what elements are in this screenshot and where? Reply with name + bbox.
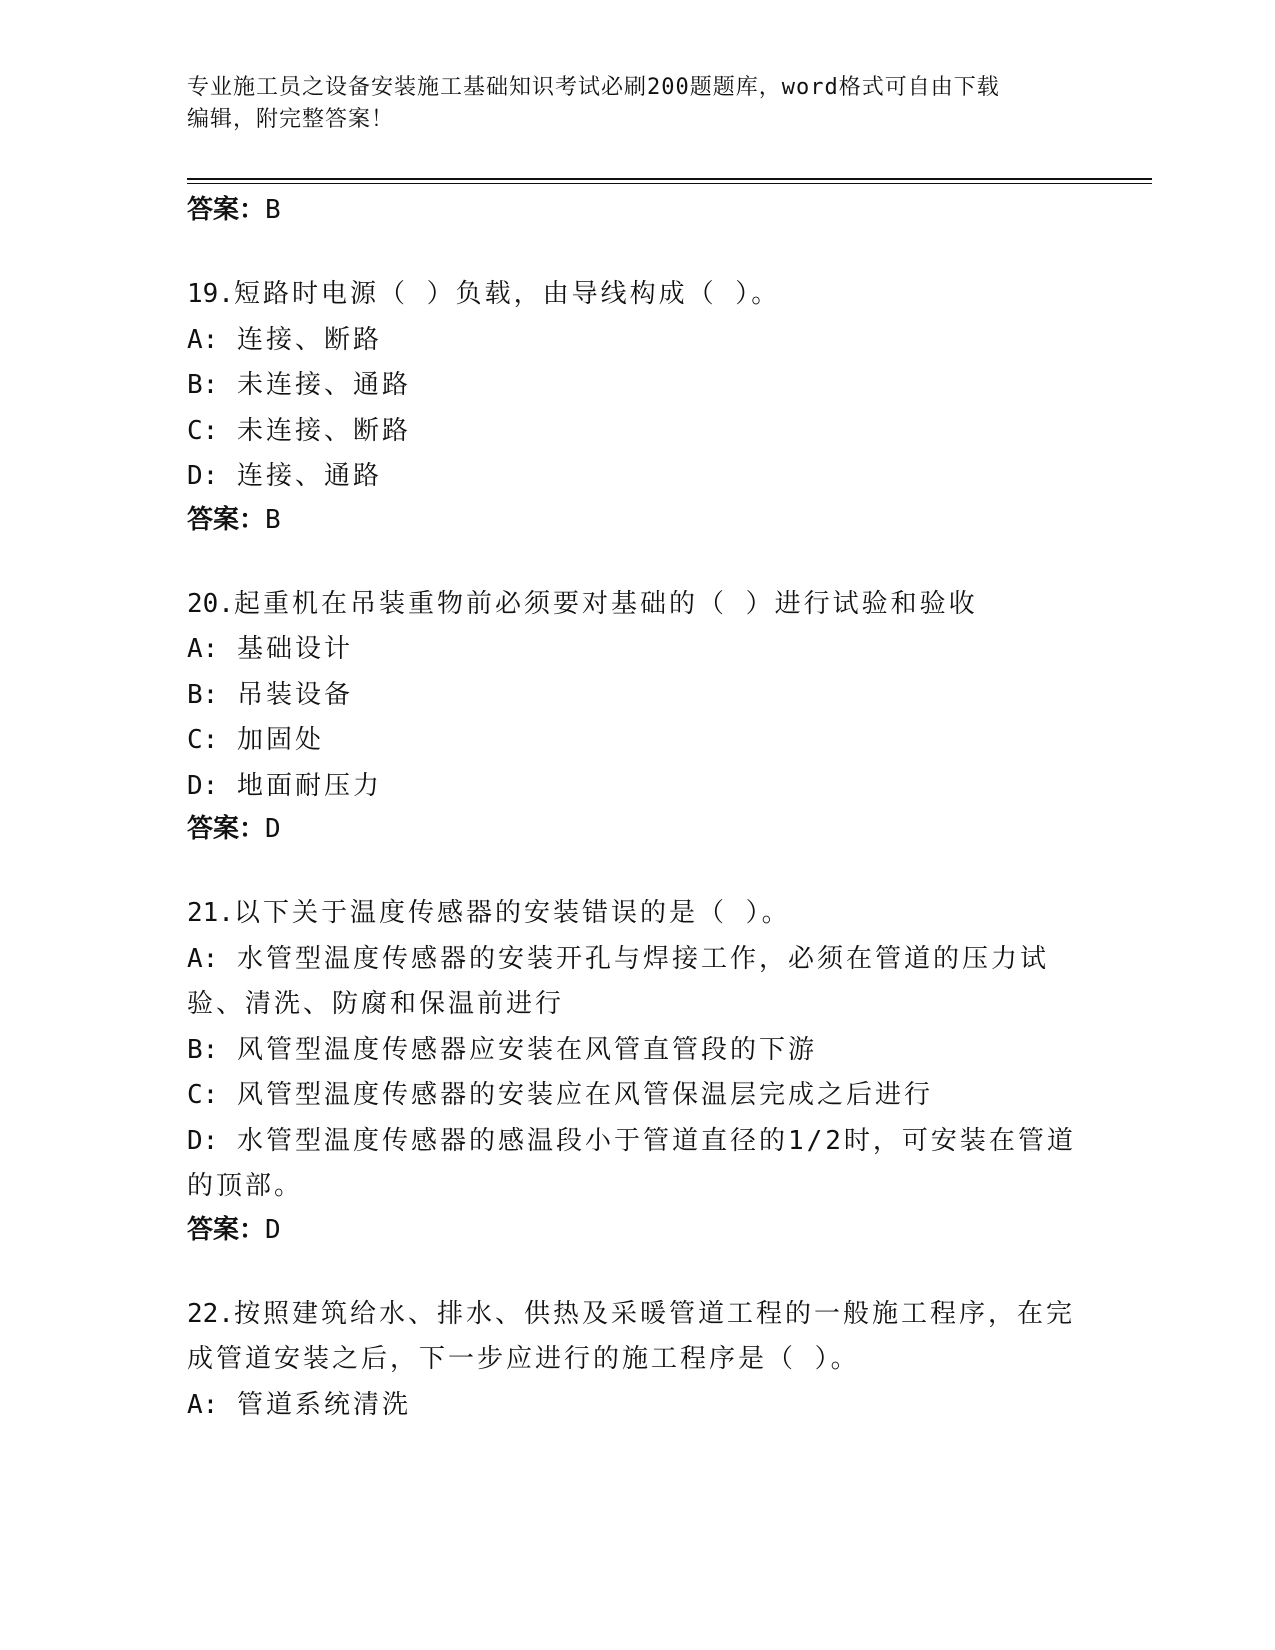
answer-value: D: [265, 1214, 281, 1245]
option-text: 连接、断路: [236, 324, 382, 355]
question-19: [187, 272, 1077, 540]
option-c: [187, 1073, 1077, 1119]
question-stem: 按照建筑给水、排水、供热及采暖管道工程的一般施工程序，在完成管道安装之后，下一步应进行的施工程序是（ ）。: [187, 1298, 1075, 1374]
question-text: [187, 1292, 1077, 1383]
option-text: 未连接、通路: [236, 370, 411, 400]
option-text: 基础设计: [236, 634, 353, 664]
option-b: [187, 1028, 1077, 1074]
answer-value: B: [265, 195, 281, 225]
option-d: [187, 1119, 1077, 1210]
option-label: C:: [187, 415, 219, 446]
option-label: D:: [187, 461, 219, 491]
option-text: 吊装设备: [236, 679, 353, 710]
option-b: [187, 673, 1077, 719]
answer-line: [187, 809, 1077, 849]
question-21: [187, 891, 1077, 1250]
header-divider: [187, 178, 1152, 180]
option-d: [187, 454, 1077, 500]
option-a: [187, 937, 1077, 1028]
question-number: 19.: [187, 279, 234, 309]
question-number: 21.: [187, 898, 234, 928]
document-header: [187, 72, 1067, 136]
question-20: [187, 582, 1077, 850]
answer-label: 答案：: [187, 504, 266, 535]
option-label: B:: [187, 1034, 219, 1065]
option-text: 水管型温度传感器的感温段小于管道直径的1/2时，可安装在管道的顶部。: [187, 1125, 1076, 1201]
option-label: C:: [187, 725, 219, 755]
question-text: [187, 272, 1077, 318]
option-label: B:: [187, 370, 219, 400]
option-text: 未连接、断路: [236, 415, 411, 446]
answer-label: 答案：: [187, 1214, 266, 1245]
answer-value: B: [265, 504, 281, 535]
header-title-line-1: 专业施工员之设备安装施工基础知识考试必刷200题题库，word格式可自由下载: [187, 75, 1000, 100]
option-label: A:: [187, 634, 219, 664]
question-22: [187, 1292, 1077, 1429]
option-label: B:: [187, 679, 219, 710]
option-label: A:: [187, 943, 219, 974]
option-label: A:: [187, 1389, 219, 1420]
header-divider-thin: [187, 183, 1152, 184]
answer-label: 答案：: [187, 814, 266, 844]
option-a: [187, 1383, 1077, 1429]
answer-line: [187, 190, 1077, 230]
document-body: [187, 190, 1077, 1428]
answer-line: [187, 500, 1077, 540]
question-number: 20.: [187, 588, 234, 619]
question-stem: 短路时电源（ ）负载，由导线构成（ ）。: [233, 279, 781, 309]
option-label: D:: [187, 1125, 219, 1156]
option-a: [187, 627, 1077, 673]
option-c: [187, 718, 1077, 764]
option-text: 风管型温度传感器的安装应在风管保温层完成之后进行: [236, 1080, 933, 1110]
answer-label: 答案：: [187, 195, 266, 225]
option-text: 加固处: [236, 725, 324, 755]
option-text: 水管型温度传感器的安装开孔与焊接工作，必须在管道的压力试验、清洗、防腐和保温前进行: [187, 943, 1049, 1019]
question-text: [187, 891, 1077, 937]
option-text: 连接、通路: [236, 461, 382, 491]
question-stem: 以下关于温度传感器的安装错误的是（ ）。: [233, 898, 791, 928]
option-a: [187, 318, 1077, 364]
answer-value: D: [265, 814, 281, 844]
option-text: 地面耐压力: [236, 770, 382, 801]
option-d: [187, 764, 1077, 810]
question-text: [187, 582, 1077, 628]
option-text: 管道系统清洗: [236, 1389, 411, 1420]
option-label: C:: [187, 1080, 219, 1110]
option-label: A:: [187, 324, 219, 355]
option-b: [187, 363, 1077, 409]
option-text: 风管型温度传感器应安装在风管直管段的下游: [236, 1034, 817, 1065]
header-title-line-2: 编辑，附完整答案！: [187, 107, 395, 132]
question-stem: 起重机在吊装重物前必须要对基础的（ ）进行试验和验收: [233, 588, 978, 619]
question-number: 22.: [187, 1298, 234, 1329]
option-label: D:: [187, 770, 219, 801]
answer-line: [187, 1210, 1077, 1250]
option-c: [187, 409, 1077, 455]
